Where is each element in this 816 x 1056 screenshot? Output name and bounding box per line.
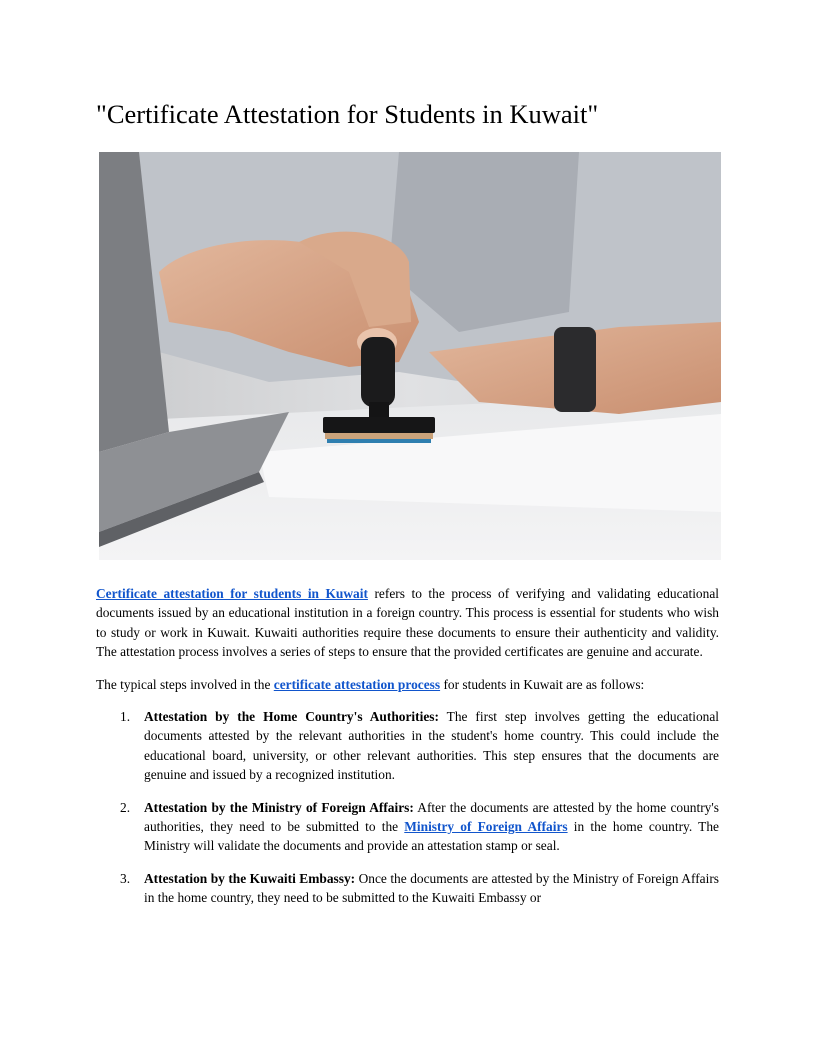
article-body xyxy=(96,584,719,921)
attestation-process-link[interactable]: certificate attestation process xyxy=(273,676,441,692)
step-heading: Attestation by the Kuwaiti Embassy: xyxy=(144,870,356,886)
list-number: 3. xyxy=(120,870,131,886)
step-text: Once the documents are attested by the Ministry of Foreign Affairs in the home country, they need to be submitted to the Kuwaiti Embassy or xyxy=(144,870,719,906)
list-item xyxy=(96,798,719,856)
step-heading: Attestation by the Ministry of Foreign Affairs: xyxy=(144,799,414,815)
step-text: The first step involves getting the educational documents attested by the relevant authorities in the student's home country. This could include the educational board, university, or other relevant authorities. This step ensures that the documents are genuine and issued by a recognized institution. xyxy=(144,709,719,783)
step-heading: Attestation by the Home Country's Authorities: xyxy=(144,709,439,725)
hand-stamping-document-photo xyxy=(99,152,721,560)
page-title: "Certificate Attestation for Students in Kuwait" xyxy=(96,99,599,129)
step-text: in the home country. The Ministry will validate the documents and provide an attestation stamp or seal. xyxy=(144,819,719,854)
steps-list xyxy=(96,707,719,908)
intro-text: refers to the process of verifying and validating educational documents issued by an educational institution in a foreign country. This process is essential for students who wish to study or work in Kuwait. Kuwaiti authorities require these documents to ensure their authenticity and validity. The attestation process involves a series of steps to ensure that the provided certificates are genuine and accurate. xyxy=(96,586,719,660)
steps-intro-paragraph xyxy=(96,675,719,694)
certificate-attestation-kuwait-link[interactable]: Certificate attestation for students in Kuwait xyxy=(96,586,368,601)
list-number: 1. xyxy=(120,709,131,725)
steps-intro-before: The typical steps involved in the xyxy=(96,676,274,692)
list-item xyxy=(96,869,719,908)
step-text: After the documents are attested by the home country's authorities, they need to be submitted to the xyxy=(144,799,719,835)
list-item xyxy=(96,707,719,785)
ministry-of-foreign-affairs-link[interactable]: Ministry of Foreign Affairs xyxy=(404,819,568,835)
list-number: 2. xyxy=(120,799,131,815)
intro-paragraph xyxy=(96,584,719,662)
steps-intro-after: for students in Kuwait are as follows: xyxy=(440,676,645,692)
